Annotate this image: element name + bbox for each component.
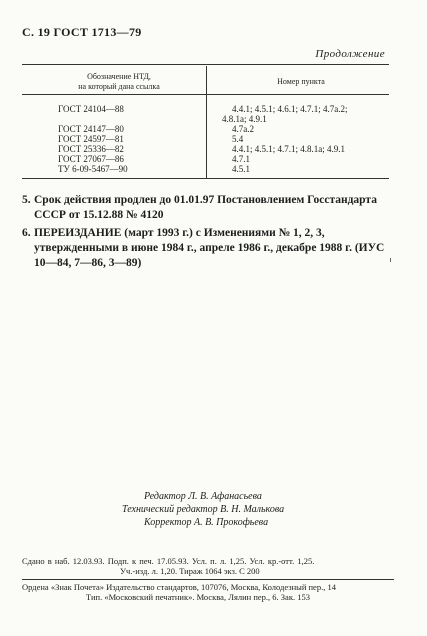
publication-rule [22, 579, 394, 580]
table-row-ref-continued: 4.8.1а; 4.9.1 [222, 114, 267, 124]
printer-line: Тип. «Московский печатник». Москва, Лялин пер., 6. Зак. 153 [86, 592, 310, 602]
continuation-label: Продолжение [315, 48, 385, 60]
paragraph-reissue [22, 226, 394, 271]
table-row-ref: 4.4.1; 4.5.1; 4.7.1; 4.8.1а; 4.9.1 [232, 144, 345, 154]
table-row-std: ГОСТ 24597—81 [58, 134, 124, 144]
column-header-item: Номер пункта [277, 77, 325, 86]
table-row-std: ГОСТ 25336—82 [58, 144, 124, 154]
table-row-std: ГОСТ 24147—80 [58, 124, 124, 134]
technical-editor-line: Технический редактор В. Н. Малькова [122, 504, 285, 515]
proofreader-line: Корректор А. В. Прокофьева [144, 517, 269, 528]
paragraph-text: Срок действия продлен до 01.01.97 Постановлением Госстандарта СССР от 15.12.88 № 4120 [34, 194, 377, 221]
table-row-ref: 4.5.1 [232, 164, 250, 174]
paragraph-text: ПЕРЕИЗДАНИЕ (март 1993 г.) с Изменениями № 1, 2, 3, утвержденными в июне 1984 г., апреле 1986 г., декабре 1988 г. (ИУС 10—84, 7—86, 3—89) [34, 227, 385, 269]
table-row-ref: 5.4 [232, 134, 244, 144]
table-bottom-rule [22, 178, 389, 179]
table-row-ref: 4.7.1 [232, 154, 250, 164]
table-row-ref: 4.7а.2 [232, 124, 254, 134]
column-header-line-2: на который дана ссылка [78, 82, 160, 91]
table-top-rule [22, 64, 389, 65]
publication-print-run: Уч.-изд. л. 1,20. Тираж 1064 экз. С 200 [120, 566, 260, 576]
column-header-document [44, 72, 194, 92]
table-row-std: ТУ 6-09-5467—90 [58, 164, 128, 174]
table-row-std: ГОСТ 27067—86 [58, 154, 124, 164]
editor-line: Редактор Л. В. Афанасьева [144, 491, 262, 502]
paragraph-number: 6. [22, 227, 31, 239]
page-header: С. 19 ГОСТ 1713—79 [22, 25, 142, 39]
margin-mark [390, 258, 391, 262]
table-column-divider [206, 66, 207, 178]
publication-dates: Сдано в наб. 12.03.93. Подп. к печ. 17.05.93. Усл. п. л. 1,25. Усл. кр.-отт. 1,25. [22, 556, 315, 566]
table-row-std: ГОСТ 24104—88 [58, 104, 124, 114]
table-row-ref: 4.4.1; 4.5.1; 4.6.1; 4.7.1; 4.7а.2; [232, 104, 348, 114]
column-header-line-1: Обозначение НТД, [87, 72, 151, 81]
paragraph-number: 5. [22, 194, 31, 206]
publisher-line: Ордена «Знак Почета» Издательство стандартов, 107076, Москва, Колодезный пер., 14 [22, 582, 336, 592]
paragraph-term-extension [22, 193, 394, 223]
